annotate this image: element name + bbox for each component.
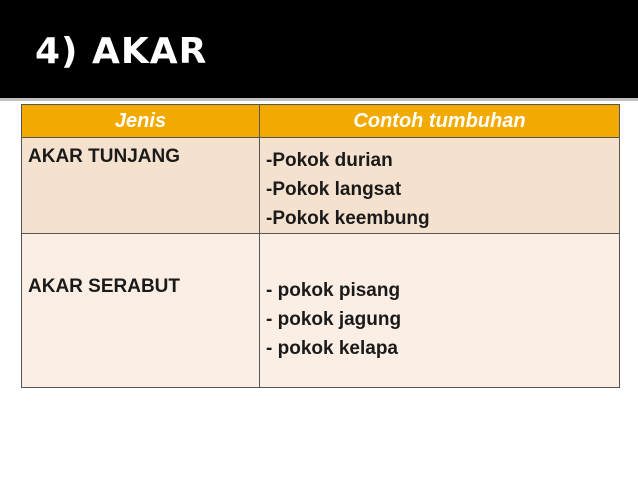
table-cell-plants	[260, 138, 620, 234]
root-type-label: AKAR TUNJANG	[28, 146, 180, 167]
root-types-table	[21, 104, 620, 388]
header-divider	[0, 98, 638, 101]
table-header-row	[22, 105, 620, 138]
plant-item: - pokok pisang	[266, 280, 401, 301]
table-cell-jenis	[22, 138, 260, 234]
plant-list	[260, 234, 619, 363]
plant-item: - pokok jagung	[266, 309, 402, 330]
table-row	[22, 234, 620, 388]
table-cell-jenis	[22, 234, 260, 388]
column-header-contoh: Contoh tumbuhan	[260, 105, 620, 138]
column-header-jenis: Jenis	[22, 105, 260, 138]
slide-title: 4) AKAR	[35, 31, 208, 72]
plant-item: - pokok kelapa	[266, 338, 398, 359]
root-type-label: AKAR SERABUT	[28, 276, 180, 297]
table-row	[22, 138, 620, 234]
plant-item: -Pokok keembung	[266, 208, 430, 229]
plant-item: -Pokok langsat	[266, 179, 402, 200]
plant-item: -Pokok durian	[266, 150, 393, 171]
plant-list	[260, 138, 619, 233]
table-cell-plants	[260, 234, 620, 388]
